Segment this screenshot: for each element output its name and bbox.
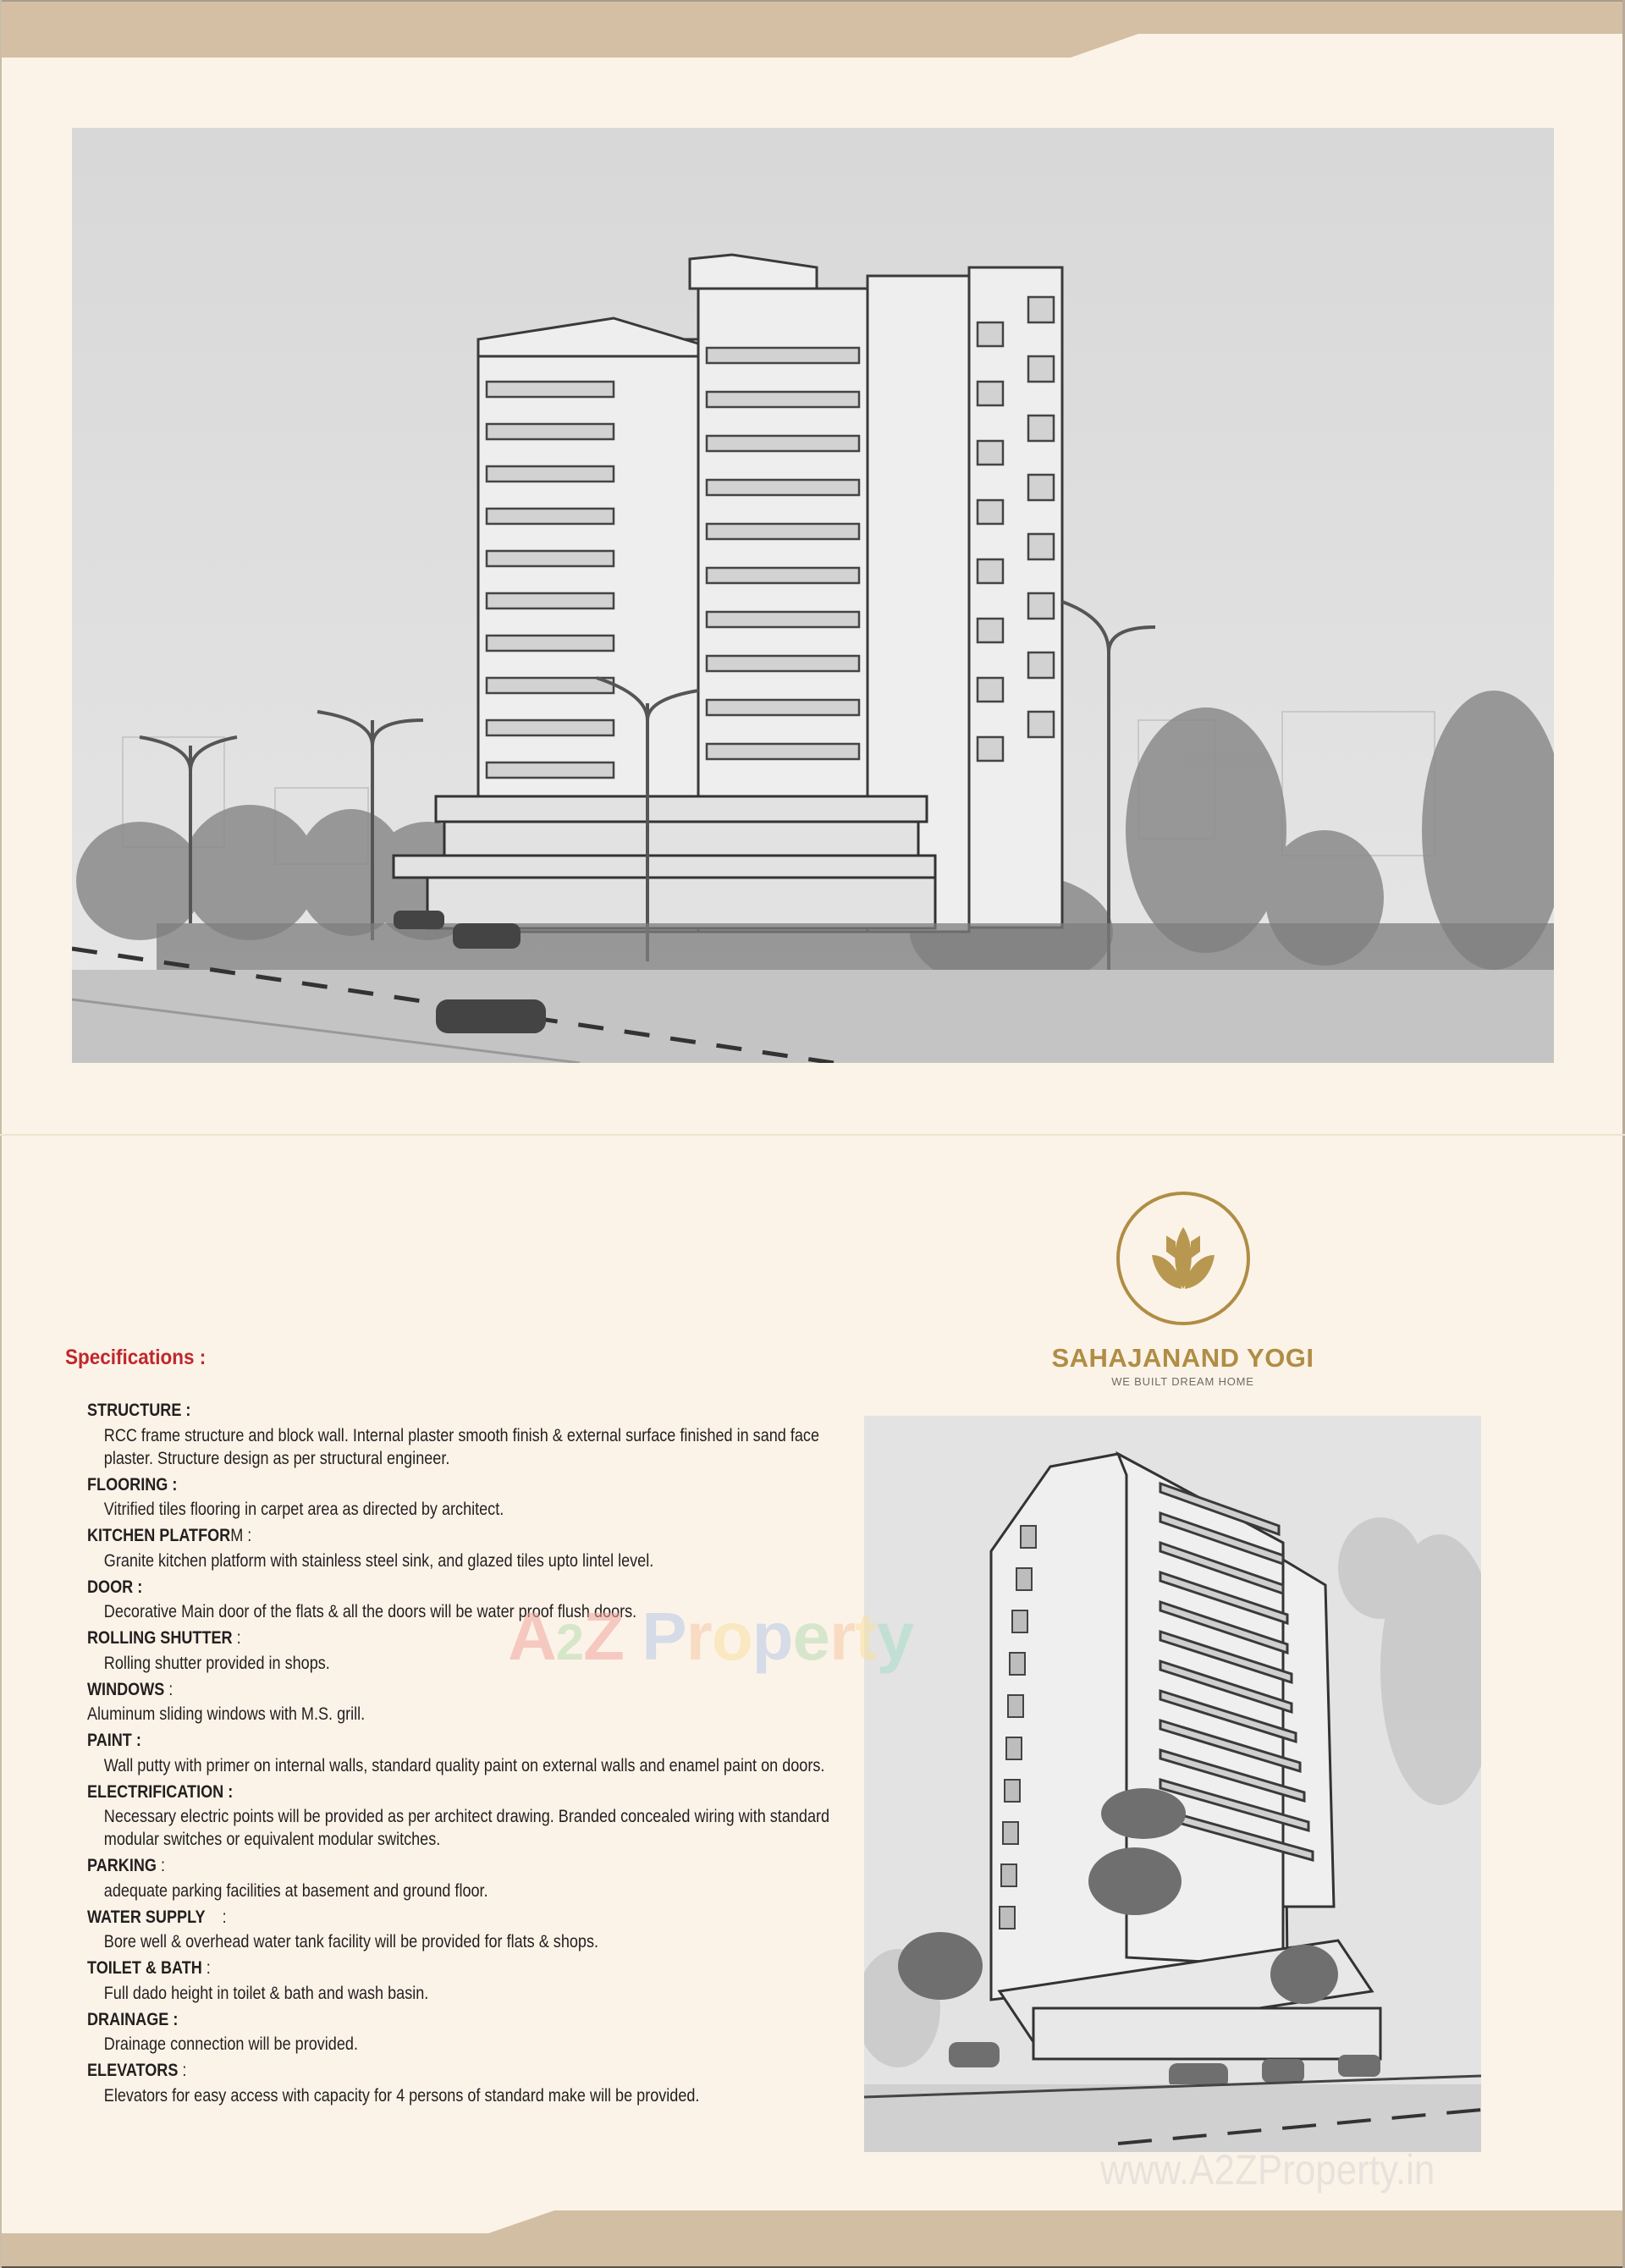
- spec-parking: [87, 1853, 849, 1902]
- spec-body: adequate parking facilities at basement and ground floor.: [103, 1880, 488, 1901]
- spec-heading: [87, 2058, 742, 2084]
- spec-heading-suffix: :: [156, 1856, 165, 1875]
- watermark-letter: o: [711, 1599, 752, 1674]
- spec-body: Necessary electric points will be provided as per architect drawing. Branded concealed wiring with standard modular switches or equivalent modular switches.: [103, 1807, 830, 1849]
- top-band: [0, 0, 1625, 59]
- spec-heading-suffix: M :: [230, 1526, 252, 1545]
- brand-logo: [999, 1189, 1367, 1388]
- spec-heading: DRAINAGE :: [87, 2009, 179, 2029]
- spec-water-supply: [87, 1905, 849, 1954]
- spec-heading: [87, 1905, 742, 1931]
- spec-body: Vitrified tiles flooring in carpet area as directed by architect.: [103, 1500, 504, 1519]
- spec-heading-suffix: :: [164, 1679, 174, 1699]
- spec-toilet-bath: [87, 1956, 849, 2005]
- spec-heading-text: KITCHEN PLATFOR: [87, 1526, 231, 1545]
- spec-rolling-shutter: [87, 1626, 849, 1675]
- watermark-letter: r: [686, 1599, 712, 1674]
- spec-door: [87, 1575, 849, 1624]
- spec-kitchen-platform: [87, 1523, 849, 1572]
- spec-elevators: [87, 2058, 849, 2107]
- brand-name: SAHAJANAND YOGI: [1051, 1343, 1314, 1373]
- spec-heading: FLOORING :: [87, 1474, 178, 1495]
- spec-body: Wall putty with primer on internal walls, standard quality paint on external walls and enamel paint on doors.: [103, 1755, 825, 1775]
- spec-body: Full dado height in toilet & bath and wash basin.: [103, 1983, 429, 2003]
- spec-flooring: [87, 1473, 849, 1522]
- page-divider: [0, 1134, 1625, 1136]
- brand-tagline: WE BUILT DREAM HOME: [1111, 1375, 1254, 1388]
- spec-heading-text: WINDOWS: [87, 1679, 165, 1699]
- spec-heading: [87, 1956, 742, 1982]
- spec-paint: [87, 1728, 849, 1777]
- spec-drainage: [87, 2007, 849, 2056]
- spec-body: Rolling shutter provided in shops.: [103, 1653, 330, 1673]
- watermark-letter: e: [792, 1599, 830, 1674]
- spec-body: Decorative Main door of the flats & all the doors will be water proof flush doors.: [103, 1602, 637, 1621]
- watermark-letter: A: [508, 1599, 556, 1674]
- spec-heading-suffix: :: [201, 1958, 211, 1978]
- specifications-title: Specifications :: [65, 1346, 207, 1369]
- spec-body: Bore well & overhead water tank facility will be provided for flats & shops.: [103, 1932, 599, 1951]
- specifications-list: [87, 1398, 849, 2110]
- spec-body: Elevators for easy access with capacity for 4 persons of standard make will be provided.: [103, 2085, 700, 2106]
- spec-heading-text: TOILET & BATH: [87, 1958, 202, 1978]
- bottom-band: [0, 2209, 1625, 2268]
- watermark-letter: t: [855, 1599, 877, 1674]
- spec-heading: [87, 1853, 742, 1880]
- spec-heading-text: PARKING: [87, 1856, 157, 1875]
- spec-electrification: [87, 1780, 849, 1852]
- spec-body: Drainage connection will be provided.: [103, 2034, 358, 2054]
- watermark-letter: Z: [583, 1599, 625, 1674]
- spec-body: RCC frame structure and block wall. Internal plaster smooth finish & external surface finished in sand face plaster. Structure design as per structural engineer.: [103, 1425, 819, 1468]
- spec-heading-text: ROLLING SHUTTER: [87, 1628, 233, 1648]
- a2z-url-watermark: www.A2ZProperty.in: [1100, 2146, 1435, 2194]
- hero-building-sketch: [72, 128, 1554, 1063]
- spec-heading: [87, 1523, 742, 1550]
- spec-heading: STRUCTURE :: [87, 1401, 191, 1420]
- spec-body: Granite kitchen platform with stainless steel sink, and glazed tiles upto lintel level.: [103, 1550, 654, 1571]
- spec-body: Aluminum sliding windows with M.S. grill.: [87, 1704, 366, 1724]
- watermark-letter: P: [642, 1599, 686, 1674]
- spec-structure: [87, 1398, 849, 1470]
- watermark-letter: y: [876, 1599, 914, 1674]
- spec-heading: [87, 1677, 742, 1704]
- lotus-icon: [1114, 1189, 1253, 1328]
- spec-heading: DOOR :: [87, 1577, 143, 1597]
- spec-heading-suffix: :: [205, 1907, 227, 1927]
- spec-heading-suffix: :: [232, 1628, 241, 1648]
- watermark-letter: r: [829, 1599, 856, 1674]
- spec-windows: [87, 1677, 849, 1726]
- watermark-letter: 2: [555, 1614, 584, 1671]
- spec-heading-text: ELEVATORS: [87, 2061, 179, 2080]
- spec-heading-text: WATER SUPPLY: [87, 1907, 206, 1927]
- spec-heading-suffix: :: [178, 2061, 187, 2080]
- spec-heading: PAINT :: [87, 1731, 141, 1750]
- spec-heading: [87, 1626, 742, 1652]
- side-building-sketch: [864, 1416, 1481, 2152]
- watermark-letter: p: [752, 1599, 793, 1674]
- spec-heading: ELECTRIFICATION :: [87, 1781, 234, 1802]
